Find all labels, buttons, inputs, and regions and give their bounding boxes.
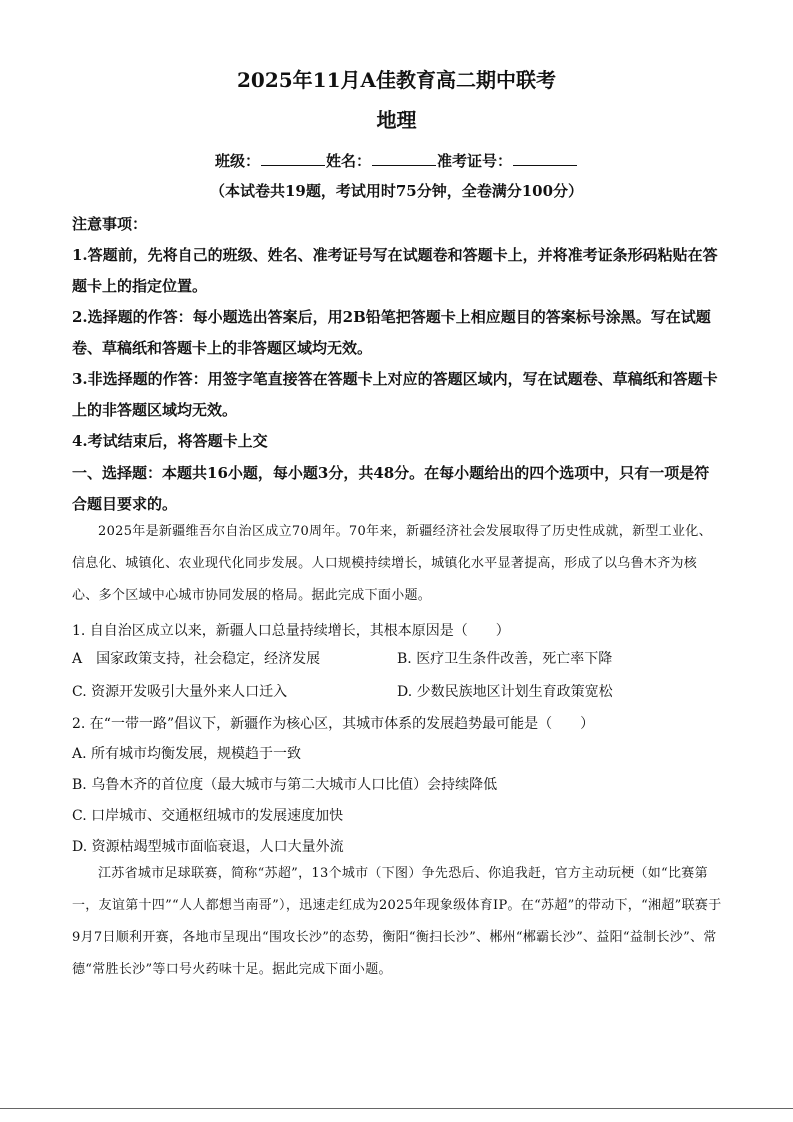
- section-heading: 一、选择题：本题共16小题，每小题3分，共48分。在每小题给出的四个选项中，只有一项是符合题目要求的。: [72, 464, 710, 513]
- question-1-option-b: B. 医疗卫生条件改善，死亡率下降: [397, 651, 613, 667]
- exam-info: （本试卷共19题，考试用时75分钟，全卷满分100分）: [209, 182, 584, 200]
- question-2-option-d: D. 资源枯竭型城市面临衰退，人口大量外流: [72, 839, 344, 855]
- notice-item: 2.选择题的作答：每小题选出答案后，用2B铅笔把答题卡上相应题目的答案标号涂黑。写在试题卷、草稿纸和答题卡上的非答题区域均无效。: [72, 308, 711, 357]
- question-1-option-d: D. 少数民族地区计划生育政策宽松: [397, 684, 613, 700]
- passage-xinjiang: 2025年是新疆维吾尔自治区成立70周年。70年来，新疆经济社会发展取得了历史性成就，新型工业化、信息化、城镇化、农业现代化同步发展。人口规模持续增长，城镇化水平显著提高，形成了以乌鲁木齐为核心、多个区域中心城市协同发展的格局。据此完成下面小题。: [72, 524, 712, 603]
- student-info-fields: [0, 150, 793, 171]
- exam-title: 2025年11月A佳教育高二期中联考: [236, 68, 556, 92]
- notice-item: 4.考试结束后，将答题卡上交: [72, 432, 268, 450]
- passage-suchao: 江苏省城市足球联赛，简称“苏超”，13个城市（下图）争先恐后、你追我赶，官方主动玩梗（如“比赛第一，友谊第十四”“人人都想当南哥”），迅速走红成为2025年现象级体育IP。在“苏超”的带动下，“湘超”联赛于9月7日顺利开赛，各地市呈现出“围攻长沙”的态势，衡阳“衡扫长沙”、郴州“郴霸长沙”、益阳“益制长沙”、常德“常胜长沙”等口号火药味十足。据此完成下面小题。: [72, 866, 722, 977]
- question-1-option-c: C. 资源开发吸引大量外来人口迁入: [72, 684, 288, 700]
- notice-item: 3.非选择题的作答：用签字笔直接答在答题卡上对应的答题区域内，写在试题卷、草稿纸和答题卡上的非答题区域均无效。: [72, 370, 718, 419]
- name-blank: [372, 151, 436, 166]
- question-1-option-a: A 国家政策支持，社会稳定，经济发展: [72, 651, 321, 667]
- question-2-option-b: B. 乌鲁木齐的首位度（最大城市与第二大城市人口比值）会持续降低: [72, 777, 498, 793]
- notice-title: 注意事项：: [72, 215, 148, 233]
- name-label: 姓名：: [325, 152, 371, 170]
- notice-list: [72, 240, 722, 457]
- page-bottom-rule: [0, 1108, 793, 1109]
- question-2-stem: 2. 在“一带一路”倡议下，新疆作为核心区，其城市体系的发展趋势最可能是（ ）: [72, 716, 595, 732]
- class-label: 班级：: [214, 152, 260, 170]
- id-label: 准考证号：: [437, 152, 513, 170]
- id-blank: [513, 151, 577, 166]
- question-1-stem: 1. 自自治区成立以来，新疆人口总量持续增长，其根本原因是（ ）: [72, 623, 510, 639]
- question-2-option-c: C. 口岸城市、交通枢纽城市的发展速度加快: [72, 808, 344, 824]
- question-2-option-a: A. 所有城市均衡发展，规模趋于一致: [72, 746, 302, 762]
- notice-item: 1.答题前，先将自己的班级、姓名、准考证号写在试题卷和答题卡上，并将准考证条形码粘贴在答题卡上的指定位置。: [72, 246, 718, 295]
- class-blank: [261, 151, 325, 166]
- subject-title: 地理: [376, 108, 417, 132]
